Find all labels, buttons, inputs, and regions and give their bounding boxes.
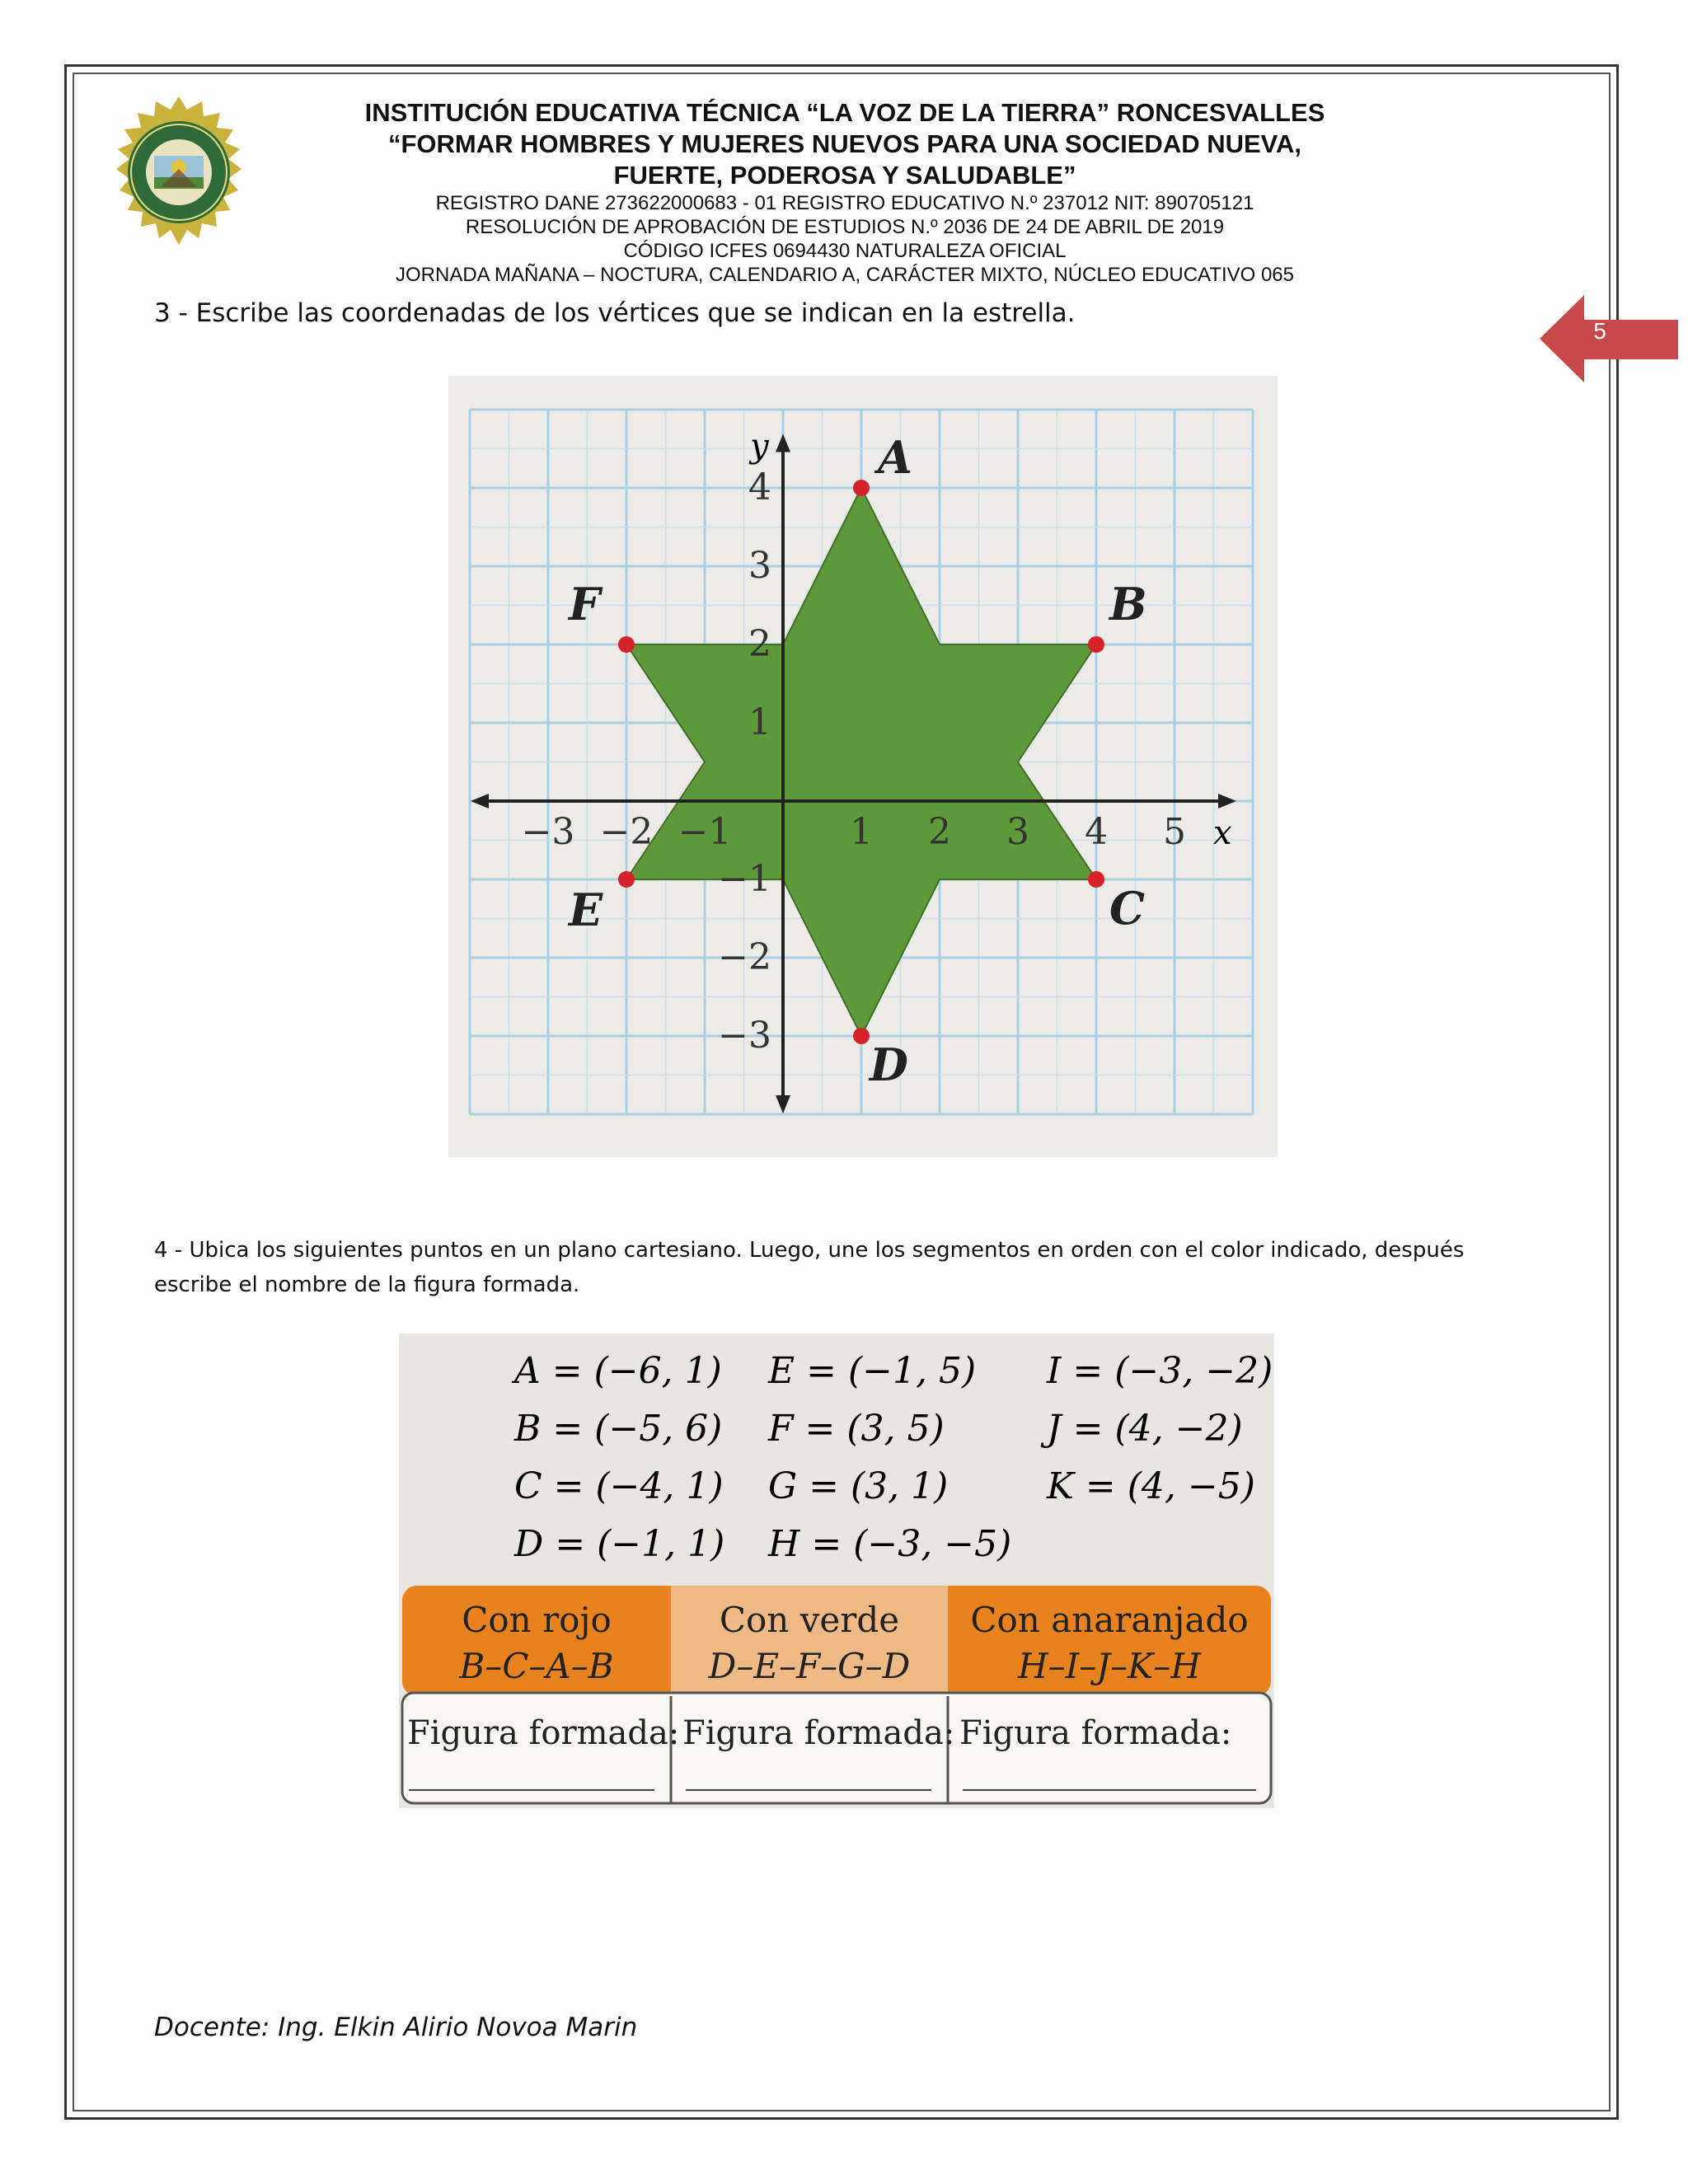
vertex-label: C	[1109, 882, 1145, 935]
motto-line-2: FUERTE, PODEROSA Y SALUDABLE”	[613, 161, 1076, 190]
institution-name: INSTITUCIÓN EDUCATIVA TÉCNICA “LA VOZ DE LA TIERRA” RONCESVALLES	[364, 98, 1325, 127]
registro-line: REGISTRO DANE 273622000683 - 01 REGISTRO EDUCATIVO N.º 237012 NIT: 890705121	[435, 192, 1254, 214]
point-b: B = (−5, 6)	[514, 1408, 723, 1450]
point-a: A = (−6, 1)	[514, 1350, 722, 1392]
y-axis-label: y	[750, 427, 769, 466]
jornada-line: JORNADA MAÑANA – NOCTURA, CALENDARIO A, CARÁCTER MIXTO, NÚCLEO EDUCATIVO 065	[396, 264, 1294, 286]
vertex-label: D	[870, 1038, 908, 1091]
vertex-label: F	[569, 578, 601, 630]
y-tick-label: −3	[718, 1015, 771, 1057]
vertex-point	[1088, 871, 1104, 888]
x-tick-label: 5	[1163, 811, 1186, 853]
icfes-line: CÓDIGO ICFES 0694430 NATURALEZA OFICIAL	[623, 240, 1067, 262]
group-1-figura: Figura formada:	[407, 1714, 680, 1752]
point-f: F = (3, 5)	[768, 1408, 945, 1450]
page-number: 5	[1593, 318, 1606, 344]
teacher-footer: Docente: Ing. Elkin Alirio Novoa Marin	[154, 2013, 638, 2042]
resolucion-line: RESOLUCIÓN DE APROBACIÓN DE ESTUDIOS N.º 2036 DE 24 DE ABRIL DE 2019	[465, 216, 1225, 238]
school-seal-logo	[86, 96, 272, 249]
point-k: K = (4, −5)	[1047, 1465, 1255, 1507]
point-g: G = (3, 1)	[768, 1465, 949, 1507]
x-axis-label: x	[1213, 814, 1232, 852]
y-tick-label: 2	[748, 623, 771, 665]
question-4-text: 4 - Ubica los siguientes puntos en un plano cartesiano. Luego, une los segmentos en orden con el color indicado, después escribe el nombre de la figura formada.	[154, 1238, 1465, 1297]
x-tick-label: 3	[1006, 811, 1029, 853]
y-tick-label: 1	[748, 701, 771, 743]
group-1-sequence: B–C–A–B	[459, 1646, 614, 1686]
group-3-color: Con anaranjado	[970, 1600, 1249, 1640]
x-tick-label: −3	[521, 811, 575, 853]
point-i: I = (−3, −2)	[1047, 1350, 1273, 1392]
vertex-label: B	[1109, 578, 1147, 630]
vertex-point	[853, 480, 870, 496]
x-tick-label: 2	[928, 811, 951, 853]
group-2-figura: Figura formada:	[682, 1714, 955, 1752]
vertex-point	[618, 636, 635, 653]
group-1-color: Con rojo	[462, 1600, 612, 1640]
vertex-point	[853, 1028, 870, 1044]
star-coordinate-figure	[448, 376, 1278, 1157]
vertex-label: A	[878, 431, 912, 484]
x-tick-label: 1	[850, 811, 873, 853]
x-tick-label: −1	[678, 811, 732, 853]
points-column-3	[1040, 1350, 1273, 1507]
point-d: D = (−1, 1)	[514, 1523, 725, 1565]
y-tick-label: −1	[718, 858, 771, 900]
group-2-color: Con verde	[719, 1600, 900, 1640]
vertex-label: E	[569, 883, 603, 936]
point-e: E = (−1, 5)	[768, 1350, 977, 1392]
group-3-sequence: H–I–J–K–H	[1017, 1646, 1202, 1686]
y-tick-label: 4	[748, 466, 771, 509]
group-3-figura: Figura formada:	[959, 1714, 1232, 1752]
y-tick-label: −2	[718, 936, 771, 978]
table-figura-labels	[407, 1714, 1231, 1752]
point-c: C = (−4, 1)	[514, 1465, 724, 1507]
y-tick-label: 3	[748, 545, 771, 587]
motto-line-1: “FORMAR HOMBRES Y MUJERES NUEVOS PARA UNA SOCIEDAD NUEVA,	[387, 129, 1302, 158]
school-header	[280, 97, 1409, 287]
points-table-figure	[399, 1333, 1274, 1808]
vertex-point	[1088, 636, 1104, 653]
question-3-text: 3 - Escribe las coordenadas de los vértices que se indican en la estrella.	[154, 298, 1076, 328]
vertex-point	[618, 871, 635, 888]
group-2-sequence: D–E–F–G–D	[708, 1646, 911, 1686]
point-h: H = (−3, −5)	[768, 1523, 1012, 1565]
x-tick-label: 4	[1085, 811, 1108, 853]
point-j: J = (4, −2)	[1047, 1408, 1243, 1450]
x-tick-label: −2	[599, 811, 654, 853]
